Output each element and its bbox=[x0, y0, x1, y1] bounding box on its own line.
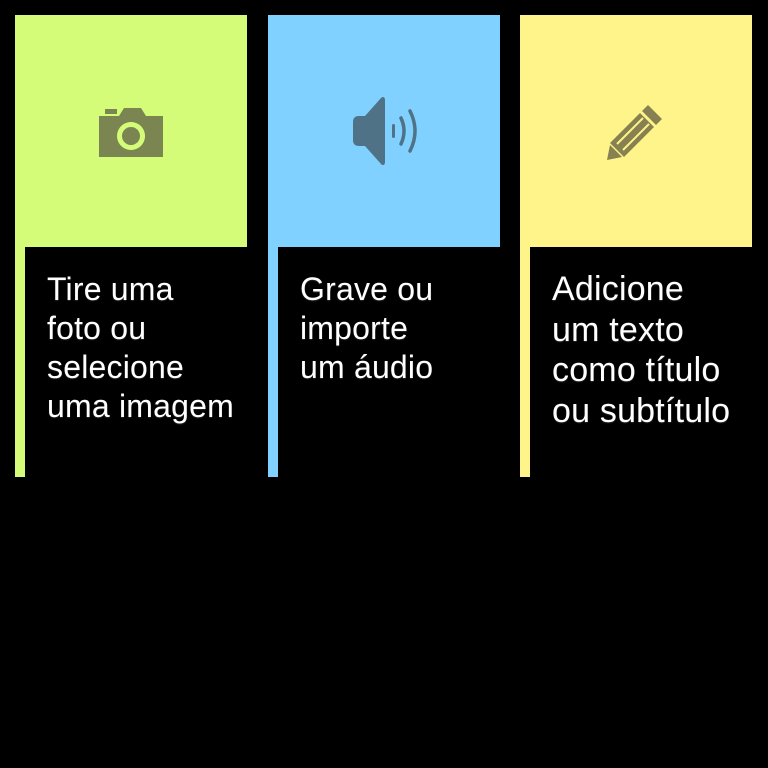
add-audio-tile-header bbox=[268, 15, 500, 247]
add-audio-label: Grave ou importe um áudio bbox=[300, 271, 434, 385]
add-text-tile-header bbox=[520, 15, 752, 247]
add-photo-label: Tire uma foto ou selecione uma imagem bbox=[47, 271, 234, 424]
add-text-label: Adicione um texto como título ou subtítulo bbox=[552, 270, 731, 430]
pencil-icon bbox=[607, 102, 665, 160]
add-audio-tile[interactable] bbox=[268, 15, 500, 477]
add-text-tile[interactable] bbox=[520, 15, 752, 477]
speaker-icon bbox=[349, 96, 419, 166]
add-photo-tile[interactable] bbox=[15, 15, 247, 477]
add-audio-tile-strip bbox=[268, 247, 278, 477]
camera-icon bbox=[97, 105, 165, 157]
add-photo-tile-strip bbox=[15, 247, 25, 477]
add-photo-tile-header bbox=[15, 15, 247, 247]
add-text-tile-strip bbox=[520, 247, 530, 477]
